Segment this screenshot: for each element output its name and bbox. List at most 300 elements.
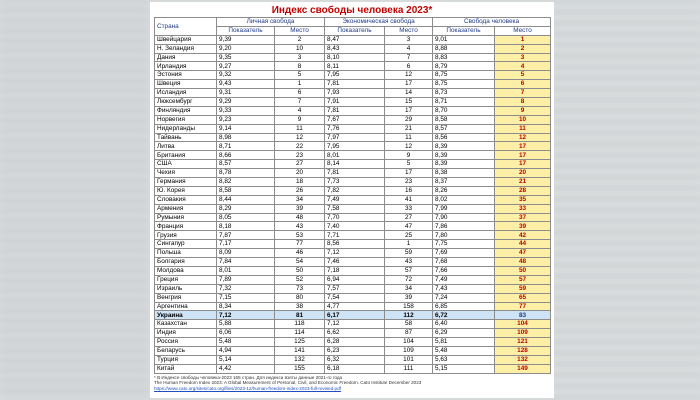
cell-country: Израиль — [155, 284, 217, 293]
cell-personal-rank: 73 — [275, 284, 325, 293]
cell-economic-score: 7,97 — [325, 133, 385, 142]
cell-personal-score: 8,82 — [217, 178, 275, 187]
cell-human-rank: 42 — [495, 231, 551, 240]
cell-human-score: 8,73 — [433, 89, 495, 98]
table-row — [155, 71, 551, 80]
table-row — [155, 115, 551, 124]
cell-personal-rank: 52 — [275, 275, 325, 284]
table-row — [155, 355, 551, 364]
table-row — [155, 98, 551, 107]
cell-economic-rank: 11 — [385, 133, 433, 142]
cell-human-score: 7,49 — [433, 275, 495, 284]
cell-human-rank: 17 — [495, 151, 551, 160]
cell-human-score: 5,81 — [433, 338, 495, 347]
cell-personal-score: 4,94 — [217, 346, 275, 355]
cell-economic-rank: 59 — [385, 249, 433, 258]
cell-personal-rank: 12 — [275, 133, 325, 142]
table-row — [155, 35, 551, 44]
cell-economic-score: 7,58 — [325, 204, 385, 213]
cell-personal-score: 9,29 — [217, 98, 275, 107]
cell-economic-score: 6,17 — [325, 311, 385, 320]
cell-economic-rank: 17 — [385, 80, 433, 89]
table-row — [155, 338, 551, 347]
cell-personal-rank: 114 — [275, 329, 325, 338]
cell-human-score: 7,68 — [433, 258, 495, 267]
header-human-rank: Место — [495, 26, 551, 35]
source-link[interactable]: https://www.cato.org/sites/cato.org/files/2023-12/human-freedom-index-2023-full-revised.pdf — [154, 385, 341, 391]
table-row — [155, 195, 551, 204]
table-row — [155, 249, 551, 258]
footnote-source: The Human Freedom Index 2023: A Global Measurement of Personal, Civil, and Economic Freedom. Cato Institute December 2023 — [154, 380, 422, 386]
cell-human-rank: 5 — [495, 71, 551, 80]
cell-economic-rank: 12 — [385, 71, 433, 80]
cell-country: Германия — [155, 178, 217, 187]
header-personal-freedom: Личная свобода — [217, 18, 325, 27]
cell-economic-score: 7,71 — [325, 231, 385, 240]
table-row — [155, 320, 551, 329]
cell-human-rank: 4 — [495, 62, 551, 71]
cell-country: Беларусь — [155, 346, 217, 355]
cell-economic-rank: 27 — [385, 213, 433, 222]
cell-human-score: 7,24 — [433, 293, 495, 302]
cell-personal-score: 7,84 — [217, 258, 275, 267]
cell-human-rank: 20 — [495, 169, 551, 178]
header-economic-rank: Место — [385, 26, 433, 35]
cell-country: Молдова — [155, 266, 217, 275]
cell-personal-rank: 9 — [275, 115, 325, 124]
cell-personal-score: 5,14 — [217, 355, 275, 364]
cell-economic-rank: 9 — [385, 151, 433, 160]
cell-personal-rank: 3 — [275, 53, 325, 62]
cell-country: Ю. Корея — [155, 186, 217, 195]
cell-human-rank: 17 — [495, 160, 551, 169]
cell-human-rank: 44 — [495, 240, 551, 249]
cell-human-rank: 11 — [495, 124, 551, 133]
cell-personal-score: 8,71 — [217, 142, 275, 151]
cell-human-score: 7,66 — [433, 266, 495, 275]
header-human-score: Показатель — [433, 26, 495, 35]
cell-economic-rank: 25 — [385, 231, 433, 240]
cell-human-score: 6,29 — [433, 329, 495, 338]
cell-economic-score: 7,81 — [325, 80, 385, 89]
cell-economic-rank: 14 — [385, 89, 433, 98]
cell-personal-score: 8,58 — [217, 186, 275, 195]
table-row — [155, 231, 551, 240]
table-row — [155, 266, 551, 275]
cell-country: Н. Зеландия — [155, 44, 217, 53]
cell-economic-rank: 158 — [385, 302, 433, 311]
cell-personal-score: 8,98 — [217, 133, 275, 142]
cell-personal-score: 9,35 — [217, 53, 275, 62]
cell-human-score: 8,75 — [433, 71, 495, 80]
cell-economic-score: 7,54 — [325, 293, 385, 302]
cell-personal-score: 7,87 — [217, 231, 275, 240]
blurred-background-left — [0, 0, 148, 400]
cell-economic-score: 7,81 — [325, 106, 385, 115]
cell-economic-score: 8,47 — [325, 35, 385, 44]
cell-country: Казахстан — [155, 320, 217, 329]
cell-country: Румыния — [155, 213, 217, 222]
cell-economic-score: 8,01 — [325, 151, 385, 160]
cell-country: Швеция — [155, 80, 217, 89]
cell-country: Швейцария — [155, 35, 217, 44]
cell-human-rank: 149 — [495, 364, 551, 373]
cell-personal-score: 9,23 — [217, 115, 275, 124]
cell-economic-score: 6,62 — [325, 329, 385, 338]
cell-human-rank: 57 — [495, 275, 551, 284]
cell-personal-rank: 53 — [275, 231, 325, 240]
cell-economic-rank: 112 — [385, 311, 433, 320]
header-economic-score: Показатель — [325, 26, 385, 35]
table-row — [155, 284, 551, 293]
blurred-background-right — [552, 0, 700, 400]
cell-economic-score: 8,43 — [325, 44, 385, 53]
cell-human-score: 8,39 — [433, 151, 495, 160]
header-personal-rank: Место — [275, 26, 325, 35]
table-row — [155, 293, 551, 302]
cell-human-rank: 37 — [495, 213, 551, 222]
cell-personal-rank: 43 — [275, 222, 325, 231]
cell-country: Словакия — [155, 195, 217, 204]
cell-human-rank: 2 — [495, 44, 551, 53]
cell-country: Ирландия — [155, 62, 217, 71]
cell-personal-score: 7,12 — [217, 311, 275, 320]
cell-personal-score: 8,18 — [217, 222, 275, 231]
table-row — [155, 124, 551, 133]
table-row — [155, 142, 551, 151]
cell-human-score: 7,43 — [433, 284, 495, 293]
cell-human-rank: 77 — [495, 302, 551, 311]
cell-country: Аргентина — [155, 302, 217, 311]
cell-personal-rank: 50 — [275, 266, 325, 275]
cell-human-rank: 128 — [495, 346, 551, 355]
cell-human-score: 7,86 — [433, 222, 495, 231]
table-row — [155, 346, 551, 355]
cell-personal-rank: 77 — [275, 240, 325, 249]
cell-economic-score: 8,14 — [325, 160, 385, 169]
cell-economic-score: 7,95 — [325, 142, 385, 151]
cell-economic-rank: 58 — [385, 320, 433, 329]
cell-country: Болгария — [155, 258, 217, 267]
cell-human-score: 7,75 — [433, 240, 495, 249]
cell-economic-score: 7,12 — [325, 320, 385, 329]
cell-personal-score: 9,31 — [217, 89, 275, 98]
table-row — [155, 240, 551, 249]
cell-economic-score: 7,57 — [325, 284, 385, 293]
cell-economic-score: 6,23 — [325, 346, 385, 355]
cell-personal-rank: 27 — [275, 160, 325, 169]
cell-personal-score: 8,78 — [217, 169, 275, 178]
cell-personal-rank: 8 — [275, 62, 325, 71]
cell-economic-score: 8,11 — [325, 62, 385, 71]
cell-personal-rank: 10 — [275, 44, 325, 53]
table-row — [155, 258, 551, 267]
cell-personal-score: 9,43 — [217, 80, 275, 89]
cell-personal-rank: 141 — [275, 346, 325, 355]
cell-economic-score: 6,18 — [325, 364, 385, 373]
cell-country: Литва — [155, 142, 217, 151]
cell-personal-rank: 23 — [275, 151, 325, 160]
cell-economic-rank: 111 — [385, 364, 433, 373]
cell-human-score: 5,63 — [433, 355, 495, 364]
table-row — [155, 160, 551, 169]
cell-economic-score: 6,32 — [325, 355, 385, 364]
cell-economic-rank: 4 — [385, 44, 433, 53]
cell-human-score: 5,48 — [433, 346, 495, 355]
cell-country: Россия — [155, 338, 217, 347]
cell-personal-score: 8,66 — [217, 151, 275, 160]
cell-personal-rank: 46 — [275, 249, 325, 258]
cell-personal-score: 5,48 — [217, 338, 275, 347]
cell-country: Финляндия — [155, 106, 217, 115]
cell-economic-rank: 16 — [385, 186, 433, 195]
cell-human-score: 9,01 — [433, 35, 495, 44]
cell-human-score: 6,40 — [433, 320, 495, 329]
cell-personal-rank: 34 — [275, 195, 325, 204]
cell-personal-score: 7,32 — [217, 284, 275, 293]
cell-personal-rank: 4 — [275, 106, 325, 115]
cell-personal-rank: 1 — [275, 80, 325, 89]
table-row — [155, 302, 551, 311]
cell-economic-rank: 47 — [385, 222, 433, 231]
cell-personal-rank: 5 — [275, 71, 325, 80]
table-row — [155, 186, 551, 195]
table-row — [155, 80, 551, 89]
cell-economic-score: 7,46 — [325, 258, 385, 267]
table-row — [155, 311, 551, 320]
cell-personal-score: 8,44 — [217, 195, 275, 204]
cell-human-rank: 35 — [495, 195, 551, 204]
cell-economic-rank: 23 — [385, 178, 433, 187]
cell-economic-rank: 104 — [385, 338, 433, 347]
cell-personal-rank: 22 — [275, 142, 325, 151]
cell-personal-score: 7,89 — [217, 275, 275, 284]
cell-economic-score: 7,67 — [325, 115, 385, 124]
cell-economic-score: 7,81 — [325, 169, 385, 178]
cell-economic-score: 7,73 — [325, 178, 385, 187]
cell-personal-rank: 39 — [275, 204, 325, 213]
cell-human-rank: 121 — [495, 338, 551, 347]
cell-personal-rank: 6 — [275, 89, 325, 98]
header-row-groups — [155, 18, 551, 27]
cell-human-rank: 9 — [495, 106, 551, 115]
header-personal-score: Показатель — [217, 26, 275, 35]
cell-personal-score: 9,39 — [217, 35, 275, 44]
cell-human-score: 8,57 — [433, 124, 495, 133]
cell-human-rank: 109 — [495, 329, 551, 338]
cell-economic-rank: 17 — [385, 169, 433, 178]
cell-personal-score: 8,05 — [217, 213, 275, 222]
cell-personal-score: 7,17 — [217, 240, 275, 249]
table-row — [155, 204, 551, 213]
table-row — [155, 169, 551, 178]
cell-country: Нидерланды — [155, 124, 217, 133]
cell-country: Грузия — [155, 231, 217, 240]
cell-personal-rank: 2 — [275, 35, 325, 44]
cell-economic-rank: 41 — [385, 195, 433, 204]
cell-human-score: 8,37 — [433, 178, 495, 187]
cell-personal-score: 8,57 — [217, 160, 275, 169]
cell-country: Чехия — [155, 169, 217, 178]
cell-human-rank: 3 — [495, 53, 551, 62]
table-row — [155, 151, 551, 160]
cell-economic-score: 6,28 — [325, 338, 385, 347]
table-row — [155, 275, 551, 284]
cell-personal-rank: 11 — [275, 124, 325, 133]
cell-human-score: 8,38 — [433, 169, 495, 178]
cell-economic-score: 7,93 — [325, 89, 385, 98]
table-row — [155, 53, 551, 62]
cell-country: Индия — [155, 329, 217, 338]
cell-personal-score: 6,06 — [217, 329, 275, 338]
cell-country: Британия — [155, 151, 217, 160]
table-row — [155, 44, 551, 53]
cell-human-rank: 17 — [495, 142, 551, 151]
cell-country: Люксембург — [155, 98, 217, 107]
cell-economic-score: 7,95 — [325, 71, 385, 80]
cell-personal-rank: 132 — [275, 355, 325, 364]
header-country: Страна — [155, 18, 217, 36]
cell-human-rank: 1 — [495, 35, 551, 44]
cell-personal-rank: 7 — [275, 98, 325, 107]
table-row — [155, 178, 551, 187]
cell-human-rank: 8 — [495, 98, 551, 107]
cell-economic-rank: 6 — [385, 62, 433, 71]
cell-economic-rank: 7 — [385, 53, 433, 62]
cell-economic-rank: 15 — [385, 98, 433, 107]
cell-personal-rank: 118 — [275, 320, 325, 329]
cell-personal-score: 8,34 — [217, 302, 275, 311]
cell-economic-rank: 5 — [385, 160, 433, 169]
table-row — [155, 222, 551, 231]
cell-economic-rank: 17 — [385, 106, 433, 115]
cell-human-score: 5,15 — [433, 364, 495, 373]
cell-economic-score: 7,40 — [325, 222, 385, 231]
page-title: Индекс свободы человека 2023* — [271, 5, 433, 16]
cell-personal-score: 9,14 — [217, 124, 275, 133]
table-row — [155, 329, 551, 338]
cell-country: Польша — [155, 249, 217, 258]
cell-personal-score: 7,15 — [217, 293, 275, 302]
cell-personal-rank: 81 — [275, 311, 325, 320]
cell-country: Тайвань — [155, 133, 217, 142]
cell-human-score: 7,99 — [433, 204, 495, 213]
cell-country: Греция — [155, 275, 217, 284]
cell-personal-score: 5,88 — [217, 320, 275, 329]
cell-human-rank: 10 — [495, 115, 551, 124]
cell-human-score: 8,39 — [433, 160, 495, 169]
cell-economic-score: 7,91 — [325, 98, 385, 107]
cell-personal-score: 4,42 — [217, 364, 275, 373]
table-row — [155, 133, 551, 142]
cell-economic-rank: 1 — [385, 240, 433, 249]
cell-human-rank: 132 — [495, 355, 551, 364]
cell-personal-score: 9,27 — [217, 62, 275, 71]
table-row — [155, 364, 551, 373]
table-body — [155, 35, 551, 373]
cell-country: Исландия — [155, 89, 217, 98]
cell-country: США — [155, 160, 217, 169]
cell-human-rank: 48 — [495, 258, 551, 267]
cell-human-score: 6,72 — [433, 311, 495, 320]
cell-personal-score: 9,32 — [217, 71, 275, 80]
cell-human-score: 8,83 — [433, 53, 495, 62]
cell-personal-score: 9,33 — [217, 106, 275, 115]
cell-country: Норвегия — [155, 115, 217, 124]
cell-economic-score: 8,10 — [325, 53, 385, 62]
cell-human-score: 7,80 — [433, 231, 495, 240]
cell-economic-rank: 101 — [385, 355, 433, 364]
table-row — [155, 89, 551, 98]
cell-human-score: 8,70 — [433, 106, 495, 115]
cell-human-rank: 21 — [495, 178, 551, 187]
cell-economic-rank: 21 — [385, 124, 433, 133]
cell-personal-rank: 155 — [275, 364, 325, 373]
cell-country: Венгрия — [155, 293, 217, 302]
cell-country: Армения — [155, 204, 217, 213]
cell-economic-rank: 43 — [385, 258, 433, 267]
cell-human-rank: 47 — [495, 249, 551, 258]
cell-human-rank: 7 — [495, 89, 551, 98]
cell-human-score: 8,02 — [433, 195, 495, 204]
cell-economic-score: 4,77 — [325, 302, 385, 311]
cell-human-score: 8,88 — [433, 44, 495, 53]
header-human-freedom: Свобода человека — [433, 18, 551, 27]
cell-country: Украина — [155, 311, 217, 320]
cell-economic-score: 7,49 — [325, 195, 385, 204]
cell-human-rank: 6 — [495, 80, 551, 89]
cell-country: Франция — [155, 222, 217, 231]
cell-human-rank: 39 — [495, 222, 551, 231]
cell-personal-rank: 48 — [275, 213, 325, 222]
cell-personal-rank: 38 — [275, 302, 325, 311]
footnote-countries: * В Индексе свободы человека-2023 165 стран. Для индекса взяты данные 2021-го года — [154, 374, 343, 380]
cell-economic-rank: 3 — [385, 35, 433, 44]
cell-economic-rank: 33 — [385, 204, 433, 213]
cell-personal-rank: 80 — [275, 293, 325, 302]
cell-country: Эстония — [155, 71, 217, 80]
cell-economic-score: 7,12 — [325, 249, 385, 258]
cell-human-score: 8,79 — [433, 62, 495, 71]
cell-human-score: 7,69 — [433, 249, 495, 258]
cell-personal-rank: 18 — [275, 178, 325, 187]
cell-economic-rank: 109 — [385, 346, 433, 355]
cell-human-score: 8,39 — [433, 142, 495, 151]
cell-personal-score: 8,09 — [217, 249, 275, 258]
footnotes — [154, 375, 550, 392]
cell-economic-rank: 29 — [385, 115, 433, 124]
cell-human-score: 8,71 — [433, 98, 495, 107]
freedom-index-sheet — [150, 2, 554, 398]
cell-human-score: 8,75 — [433, 80, 495, 89]
cell-country: Турция — [155, 355, 217, 364]
cell-economic-score: 7,76 — [325, 124, 385, 133]
cell-economic-score: 8,56 — [325, 240, 385, 249]
cell-human-rank: 33 — [495, 204, 551, 213]
cell-economic-score: 6,94 — [325, 275, 385, 284]
cell-personal-rank: 125 — [275, 338, 325, 347]
cell-human-rank: 50 — [495, 266, 551, 275]
cell-human-score: 6,85 — [433, 302, 495, 311]
header-economic-freedom: Экономическая свобода — [325, 18, 433, 27]
cell-economic-rank: 12 — [385, 142, 433, 151]
cell-human-rank: 28 — [495, 186, 551, 195]
cell-economic-rank: 72 — [385, 275, 433, 284]
cell-personal-score: 8,29 — [217, 204, 275, 213]
freedom-index-table — [154, 17, 551, 374]
cell-country: Китай — [155, 364, 217, 373]
cell-human-rank: 12 — [495, 133, 551, 142]
